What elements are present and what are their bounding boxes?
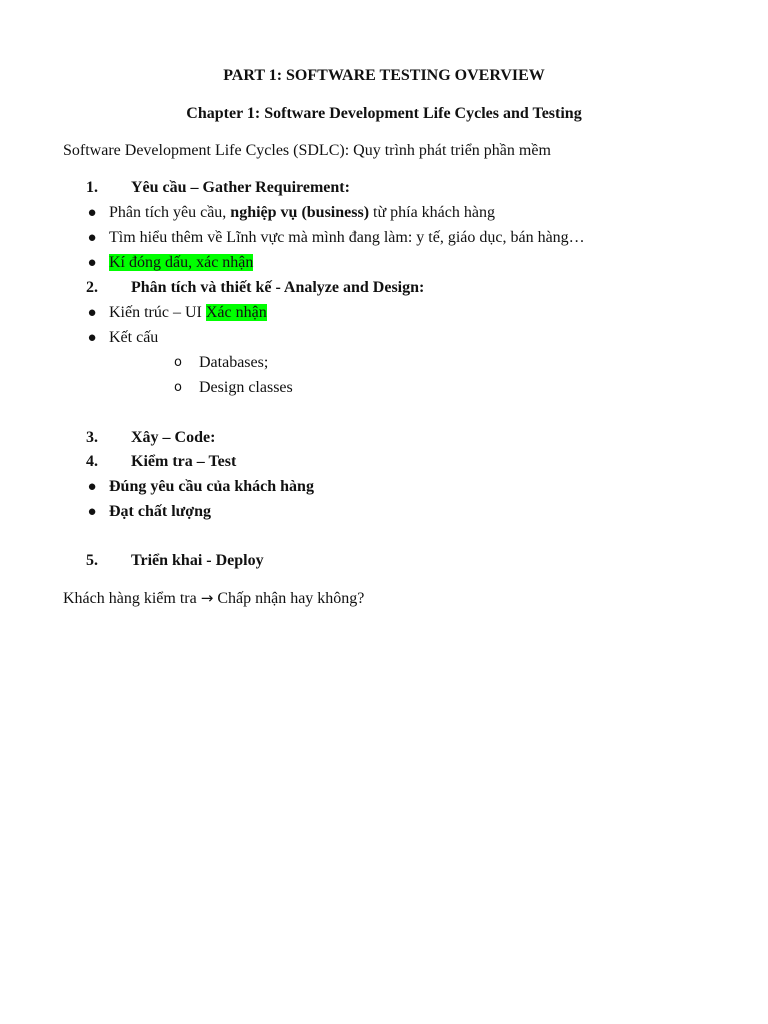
step-2-number: 2. <box>86 279 98 296</box>
step-1-bullet-2: Tìm hiểu thêm về Lĩnh vực mà mình đang làm: y tế, giáo dục, bán hàng… <box>109 229 585 246</box>
closing-text-pre: Khách hàng kiểm tra <box>63 590 201 607</box>
arrow-right-icon: → <box>200 589 214 607</box>
step-4-bullet-1: Đúng yêu cầu của khách hàng <box>109 478 314 495</box>
step-1-bullet-3 <box>109 253 253 273</box>
step-1-bullet-1 <box>109 203 495 223</box>
step-1-heading: Yêu cầu – Gather Requirement: <box>131 179 350 196</box>
bullet-text-post: từ phía khách hàng <box>369 204 495 221</box>
bullet-text-pre: Phân tích yêu cầu, <box>109 204 231 221</box>
bullet-icon: ● <box>87 504 97 520</box>
step-2-heading: Phân tích và thiết kế - Analyze and Design: <box>131 279 425 296</box>
closing-text-post: Chấp nhận hay không? <box>213 590 365 607</box>
bullet-icon: ● <box>87 230 97 246</box>
step-4-bullet-2: Đạt chất lượng <box>109 503 212 520</box>
bullet-text-bold: nghiệp vụ (business) <box>230 204 370 221</box>
bullet-icon: ● <box>87 479 97 495</box>
sub-item-databases: Databases; <box>199 354 269 371</box>
closing-paragraph <box>63 588 364 609</box>
step-2-bullet-2: Kết cấu <box>109 329 159 346</box>
bullet-text-pre: Kiến trúc – UI <box>109 304 206 321</box>
step-4-heading: Kiểm tra – Test <box>131 453 237 470</box>
chapter-heading: Chapter 1: Software Development Life Cycles and Testing <box>186 105 582 122</box>
step-2-bullet-1 <box>109 303 267 323</box>
sub-item-design-classes: Design classes <box>199 379 293 396</box>
step-3-heading: Xây – Code: <box>131 429 216 446</box>
bullet-icon: ● <box>87 255 97 271</box>
step-5-heading: Triển khai - Deploy <box>131 552 264 569</box>
intro-paragraph: Software Development Life Cycles (SDLC): Quy trình phát triển phần mềm <box>63 142 551 159</box>
step-1-number: 1. <box>86 179 98 196</box>
step-4-number: 4. <box>86 453 98 470</box>
step-5-number: 5. <box>86 552 98 569</box>
bullet-icon: ● <box>87 330 97 346</box>
sub-bullet-icon: o <box>174 380 182 395</box>
bullet-icon: ● <box>87 305 97 321</box>
step-3-number: 3. <box>86 429 98 446</box>
highlighted-text: Kí đóng dấu, xác nhận <box>109 254 254 271</box>
sub-bullet-icon: o <box>174 355 182 370</box>
page-title: PART 1: SOFTWARE TESTING OVERVIEW <box>223 67 545 84</box>
highlighted-text: Xác nhận <box>205 304 267 321</box>
bullet-icon: ● <box>87 205 97 221</box>
